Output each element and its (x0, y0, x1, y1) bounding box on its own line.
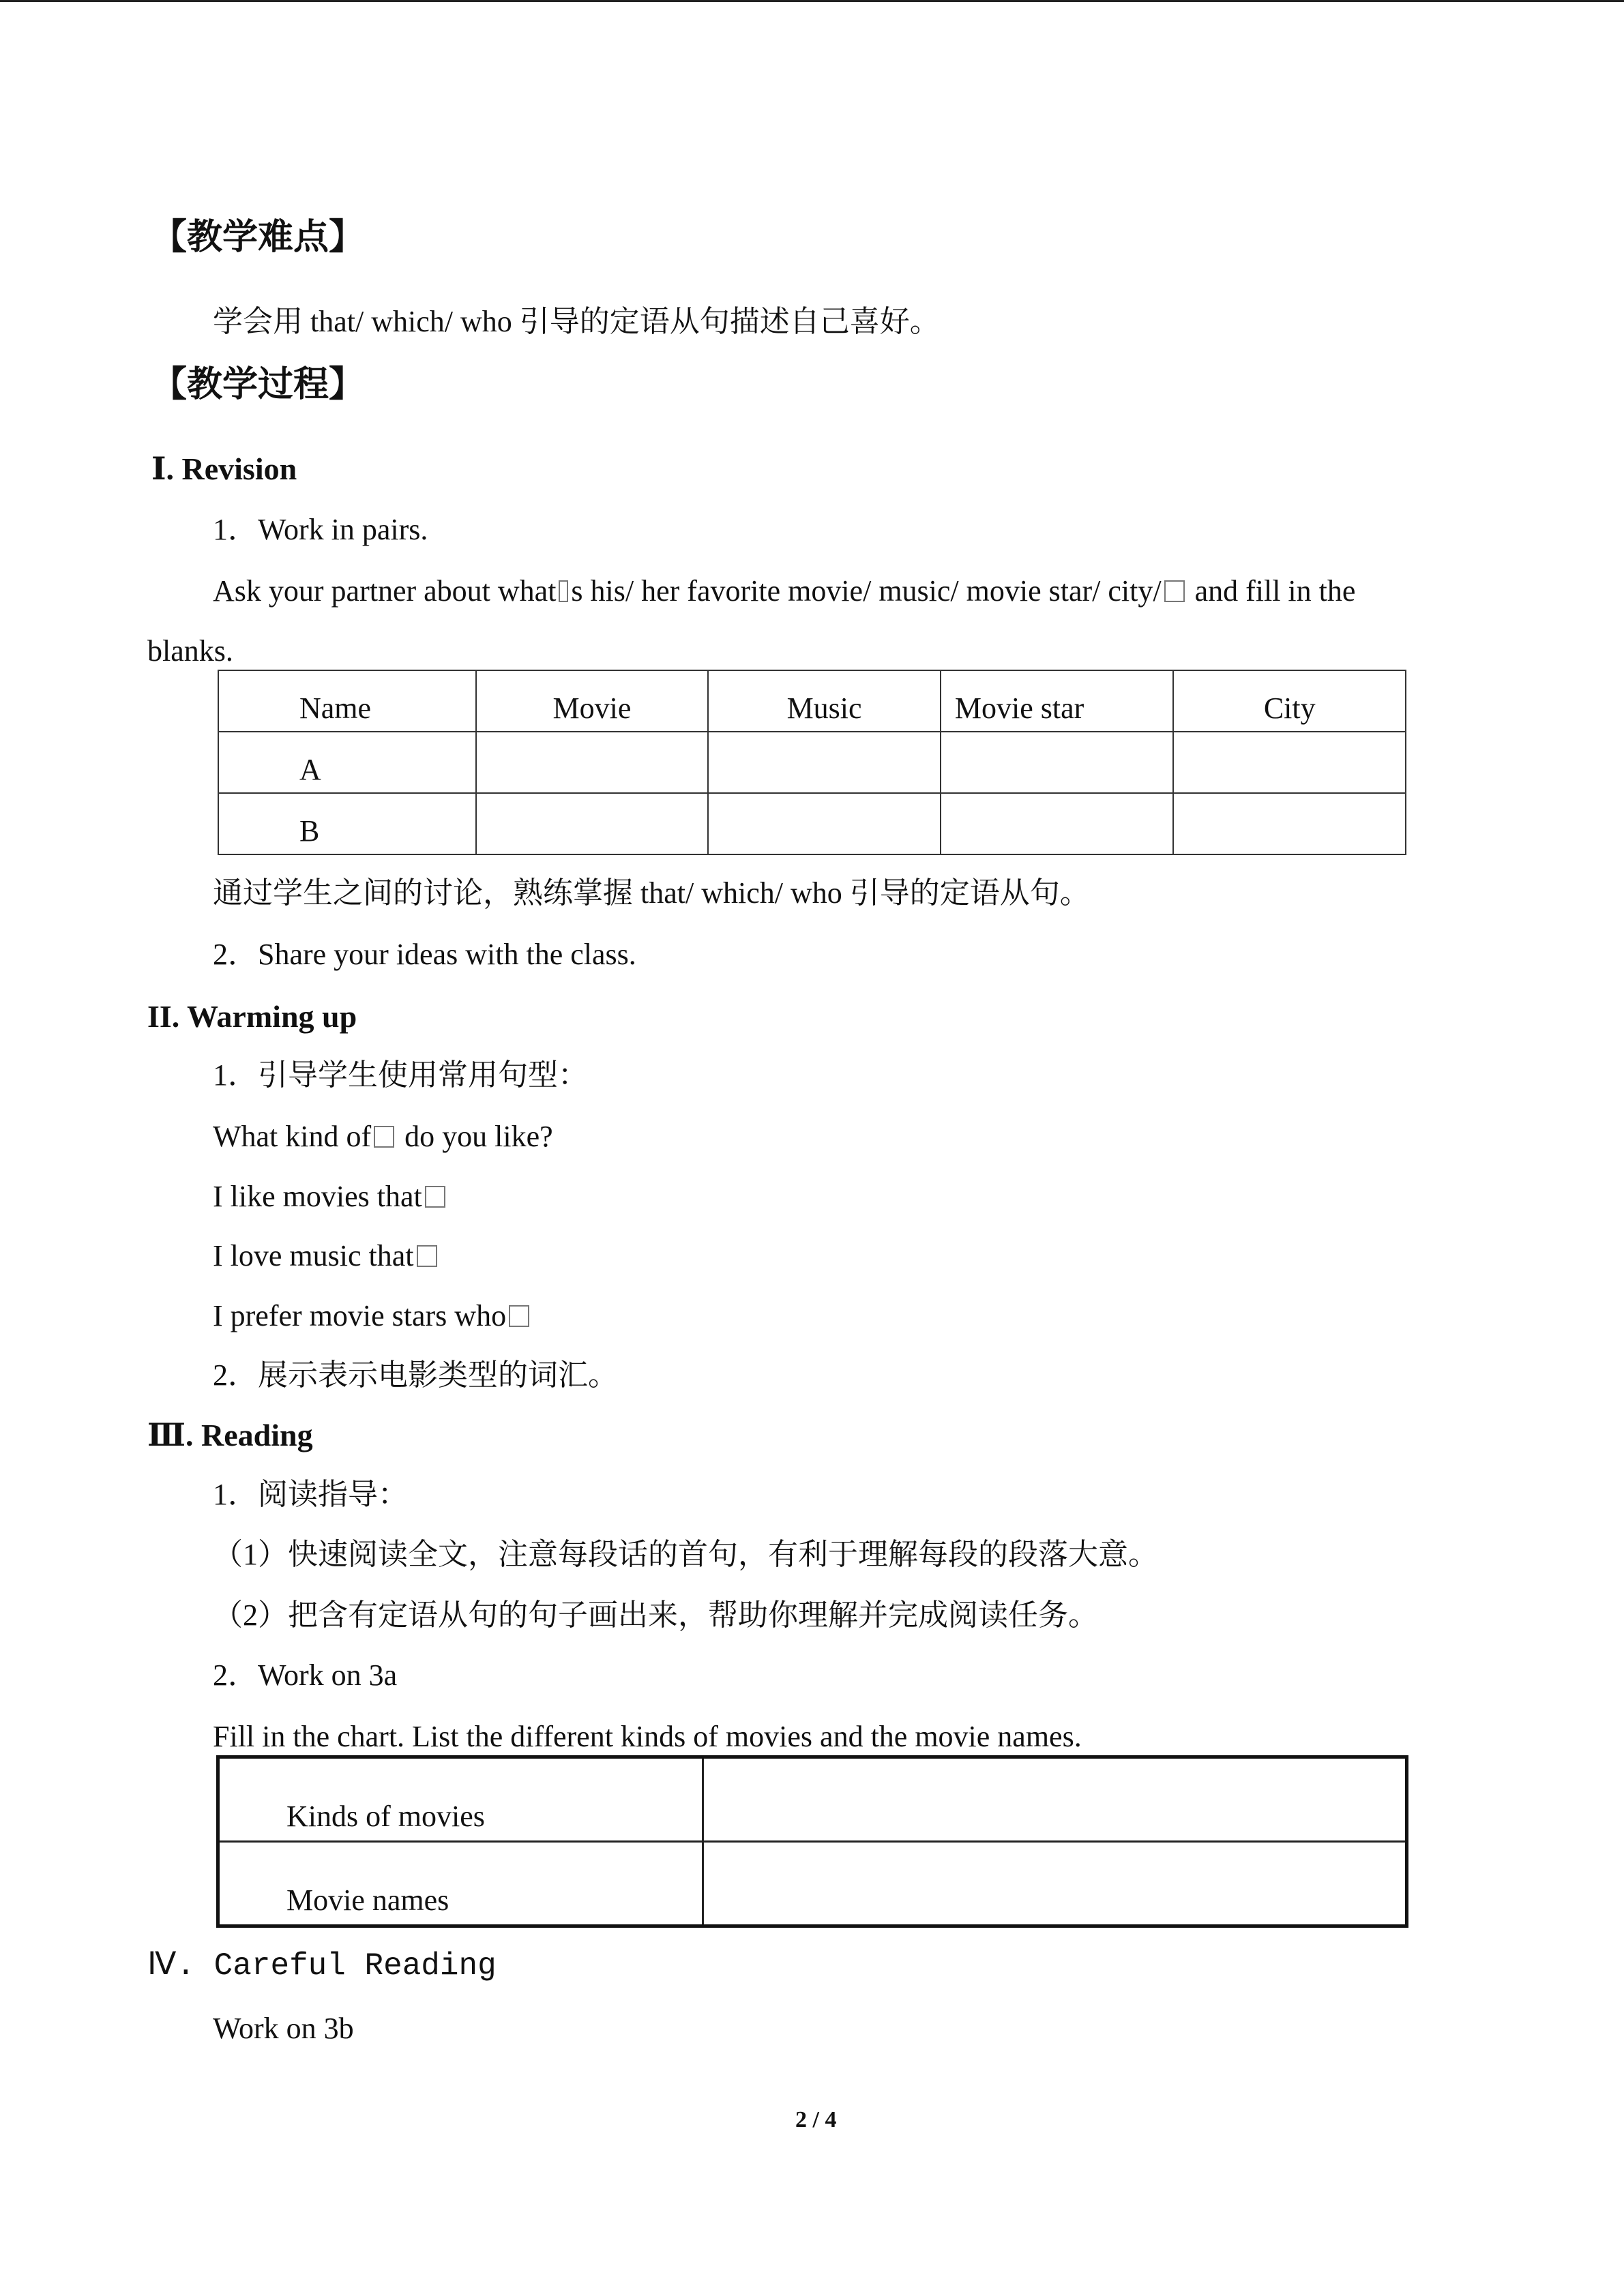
chart-label-names: Movie names (286, 1883, 449, 1917)
blank-cell[interactable] (1173, 732, 1406, 793)
pairs-table (218, 670, 1406, 855)
warming-step1: 1．引导学生使用常用句型： (213, 1058, 588, 1092)
placeholder-box (417, 1245, 437, 1267)
table-header-row (218, 670, 1406, 732)
blank-cell[interactable] (941, 732, 1174, 793)
heading-difficulties: 【教学难点】 (151, 217, 365, 258)
careful-task: Work on 3b (213, 2012, 354, 2045)
sentence-pattern: What kind of do you like? (213, 1120, 553, 1153)
blank-cell[interactable] (703, 1757, 1407, 1842)
placeholder-box (509, 1305, 529, 1327)
header-movie-star: Movie star (954, 691, 1084, 725)
placeholder-box (374, 1126, 394, 1148)
section-warming-title: II. Warming up (147, 999, 357, 1034)
table-row (218, 1842, 1407, 1926)
placeholder-box (559, 580, 568, 602)
blank-cell[interactable] (941, 793, 1174, 854)
top-border (0, 0, 1624, 2)
revision-step2: 2．Share your ideas with the class. (213, 938, 636, 971)
header-city: City (1263, 691, 1316, 725)
table-row (218, 1757, 1407, 1842)
warming-step2: 2．展示表示电影类型的词汇。 (213, 1358, 618, 1392)
page-number: 2 / 4 (795, 2107, 837, 2132)
section-careful-title: Ⅳ. Careful Reading (147, 1948, 497, 1984)
reading-guide-2: （2）把含有定语从句的句子画出来，帮助你理解并完成阅读任务。 (213, 1598, 1098, 1632)
reading-guide-1: （1）快速阅读全文，注意每段话的首句，有利于理解每段的段落大意。 (213, 1538, 1158, 1571)
section-revision-title: Ⅰ. Revision (151, 451, 297, 486)
blank-cell[interactable] (476, 793, 709, 854)
placeholder-box (1164, 580, 1185, 602)
movies-chart (216, 1755, 1408, 1928)
heading-process: 【教学过程】 (151, 364, 365, 405)
table-row (218, 732, 1406, 793)
row-label: A (299, 753, 321, 786)
header-music: Music (786, 691, 862, 725)
sentence-pattern: I prefer movie stars who (213, 1301, 532, 1331)
row-label: B (299, 814, 320, 848)
blank-cell[interactable] (476, 732, 709, 793)
revision-step1: 1．Work in pairs. (213, 513, 428, 546)
chart-label-kinds: Kinds of movies (286, 1800, 485, 1833)
reading-step1: 1．阅读指导： (213, 1478, 408, 1511)
blank-cell[interactable] (708, 732, 941, 793)
blank-cell[interactable] (703, 1842, 1407, 1926)
section-reading-title: Ⅲ. Reading (147, 1418, 313, 1452)
reading-instruction: Fill in the chart. List the different kinds of movies and the movie names. (213, 1720, 1082, 1753)
difficulties-text: 学会用 that/ which/ who 引导的定语从句描述自己喜好。 (213, 305, 940, 338)
blank-cell[interactable] (708, 793, 941, 854)
revision-instruction-cont: blanks. (147, 634, 233, 668)
reading-step2: 2．Work on 3a (213, 1658, 398, 1692)
revision-instruction: Ask your partner about what s his/ her favorite movie/ music/ movie star/ city/ and fill in the (213, 574, 1356, 608)
header-name: Name (299, 691, 372, 725)
sentence-pattern: I love music that (213, 1241, 440, 1271)
revision-note: 通过学生之间的讨论，熟练掌握 that/ which/ who 引导的定语从句。 (213, 876, 1090, 910)
sentence-pattern: I like movies that (213, 1182, 448, 1212)
table-row (218, 793, 1406, 854)
header-movie: Movie (552, 691, 632, 725)
blank-cell[interactable] (1173, 793, 1406, 854)
placeholder-box (425, 1186, 445, 1208)
